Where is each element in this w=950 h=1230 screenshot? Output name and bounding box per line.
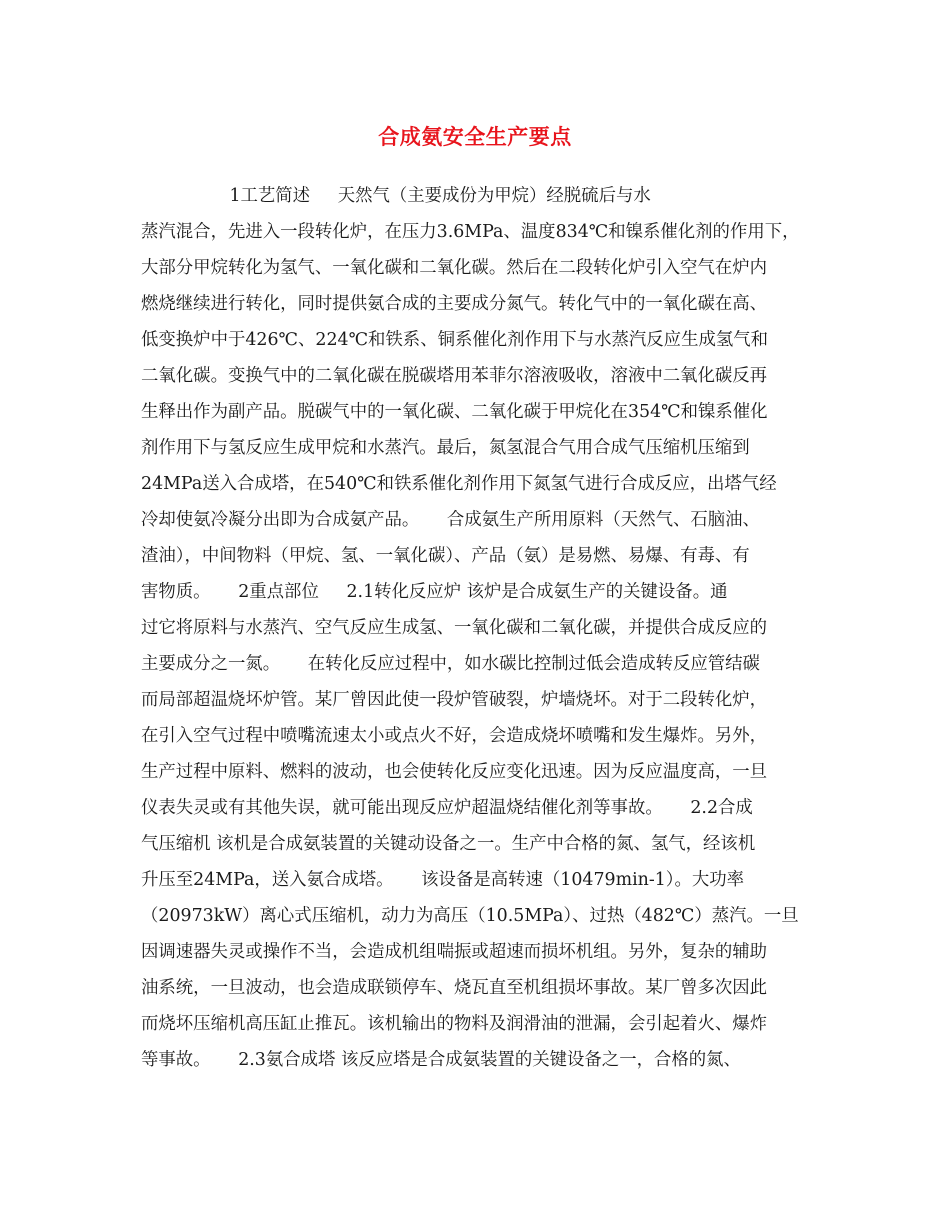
text-line: 冷却使氨冷凝分出即为合成氨产品。 合成氨生产所用原料（天然气、石脑油、 — [141, 510, 760, 530]
text-line: 害物质。 2重点部位 2.1转化反应炉 该炉是合成氨生产的关键设备。通 — [141, 582, 728, 602]
text-line: 油系统，一旦波动，也会造成联锁停车、烧瓦直至机组损坏事故。某厂曾多次因此 — [141, 978, 768, 998]
text-line: 燃烧继续进行转化，同时提供氨合成的主要成分氮气。转化气中的一氧化碳在高、 — [141, 294, 768, 314]
text-line: 而局部超温烧坏炉管。某厂曾因此使一段炉管破裂，炉墙烧坏。对于二段转化炉， — [141, 690, 768, 710]
text-line: 气压缩机 该机是合成氨装置的关键动设备之一。生产中合格的氮、氢气，经该机 — [141, 834, 756, 854]
text-line: 大部分甲烷转化为氢气、一氧化碳和二氧化碳。然后在二段转化炉引入空气在炉内 — [141, 258, 768, 278]
text-line: （20973kW）离心式压缩机，动力为高压（10.5MPa）、过热（482℃）蒸汽。一旦 — [141, 906, 799, 926]
document-body — [141, 178, 813, 1078]
text-line: 24MPa送入合成塔，在540℃和铁系催化剂作用下氮氢气进行合成反应，出塔气经 — [141, 474, 777, 494]
text-line: 等事故。 2.3氨合成塔 该反应塔是合成氨装置的关键设备之一，合格的氮、 — [141, 1050, 741, 1070]
text-line: 而烧坏压缩机高压缸止推瓦。该机输出的物料及润滑油的泄漏，会引起着火、爆炸 — [141, 1014, 768, 1034]
text-line: 因调速器失灵或操作不当，会造成机组喘振或超速而损坏机组。另外，复杂的辅助 — [141, 942, 768, 962]
text-line: 升压至24MPa，送入氨合成塔。 该设备是高转速（10479min-1）。大功率 — [141, 870, 745, 890]
text-line: 过它将原料与水蒸汽、空气反应生成氢、一氧化碳和二氧化碳，并提供合成反应的 — [141, 618, 768, 638]
text-line: 渣油），中间物料（甲烷、氢、一氧化碳）、产品（氨）是易燃、易爆、有毒、有 — [141, 546, 750, 566]
text-line: 生释出作为副产品。脱碳气中的一氧化碳、二氧化碳于甲烷化在354℃和镍系催化 — [141, 402, 768, 422]
text-line: 1工艺简述 天然气（主要成份为甲烷）经脱硫后与水 — [141, 186, 651, 206]
text-line: 生产过程中原料、燃料的波动，也会使转化反应变化迅速。因为反应温度高，一旦 — [141, 762, 768, 782]
text-line: 剂作用下与氢反应生成甲烷和水蒸汽。最后，氮氢混合气用合成气压缩机压缩到 — [141, 438, 750, 458]
text-line: 低变换炉中于426℃、224℃和铁系、铜系催化剂作用下与水蒸汽反应生成氢气和 — [141, 330, 769, 350]
text-line: 主要成分之一氮。 在转化反应过程中，如水碳比控制过低会造成转反应管结碳 — [141, 654, 760, 674]
text-line: 仪表失灵或有其他失误，就可能出现反应炉超温烧结催化剂等事故。 2.2合成 — [141, 798, 753, 818]
text-line: 蒸汽混合，先进入一段转化炉，在压力3.6MPa、温度834℃和镍系催化剂的作用下， — [141, 222, 800, 242]
document-title: 合成氨安全生产要点 — [378, 125, 572, 149]
text-line: 在引入空气过程中喷嘴流速太小或点火不好，会造成烧坏喷嘴和发生爆炸。另外， — [141, 726, 768, 746]
text-line: 二氧化碳。变换气中的二氧化碳在脱碳塔用苯菲尔溶液吸收，溶液中二氧化碳反再 — [141, 366, 768, 386]
